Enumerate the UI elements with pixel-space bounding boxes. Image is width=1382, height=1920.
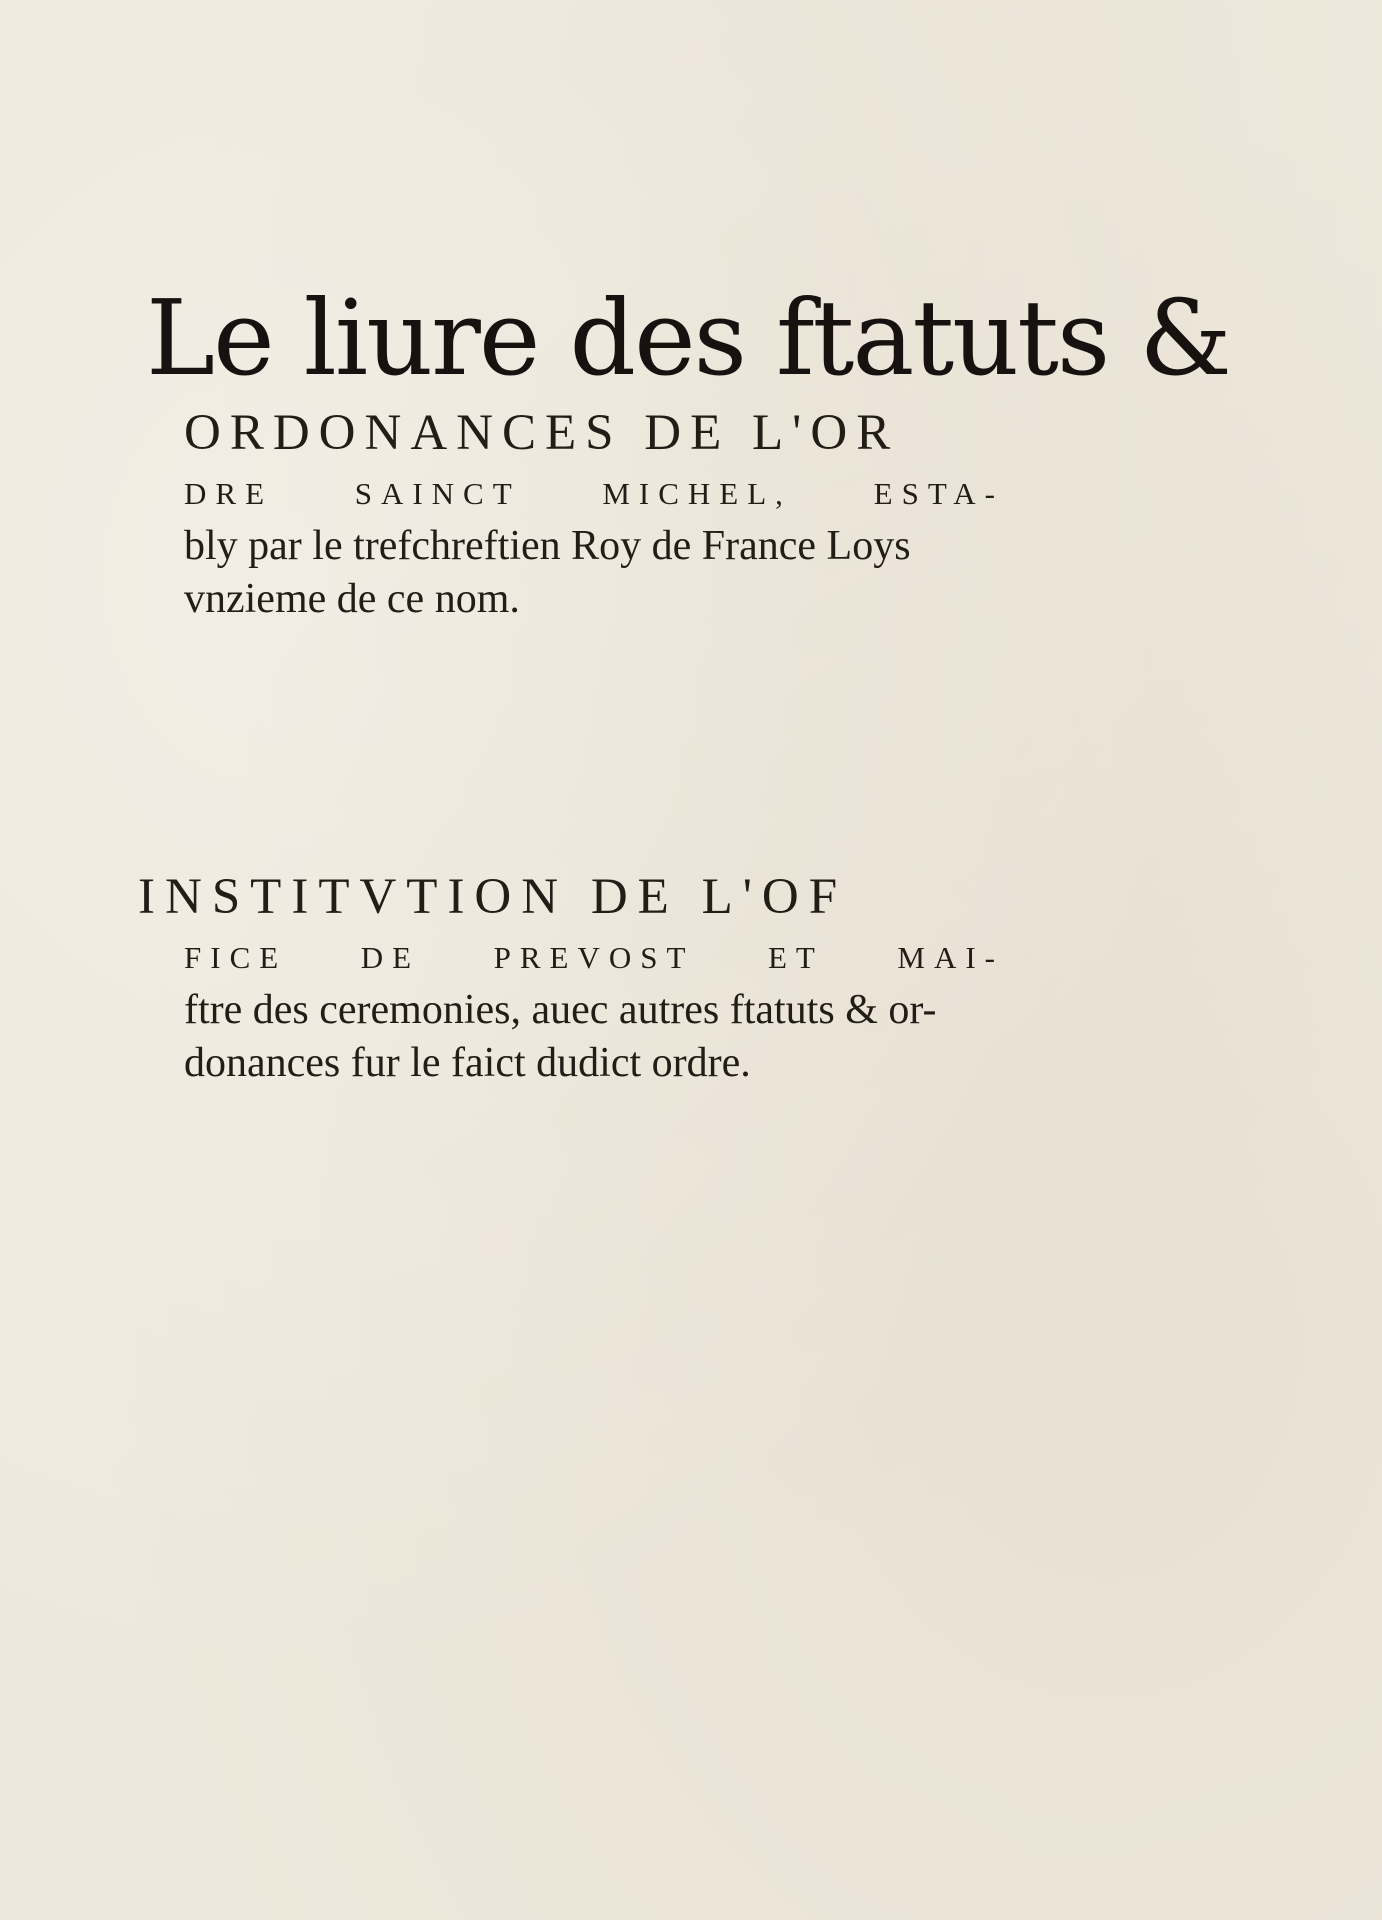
section2-caps-word: FICE (184, 940, 288, 975)
section2-caps-word: MAI- (897, 940, 1004, 975)
section2-body-line2: donances fur le faict dudict ordre. (184, 1039, 751, 1086)
section1-body-line2: vnzieme de ce nom. (184, 575, 520, 622)
section1-caps-line2 (184, 476, 1004, 512)
section1-caps-word: MICHEL, (602, 476, 792, 511)
section1-caps-word: DRE (184, 476, 273, 511)
section2-caps-line2 (184, 940, 1004, 976)
section1-body (146, 404, 1004, 625)
section2-caps-word: PREVOST (493, 940, 695, 975)
section1-caps-word: ESTA- (873, 476, 1004, 511)
section2 (138, 868, 1004, 1089)
section1-caps-line1: ORDONANCES DE L'OR (184, 405, 900, 461)
section2-body (146, 940, 1004, 1089)
section1-body-line1: bly par le trefchreftien Roy de France Loys (184, 523, 911, 569)
section2-caps-text: INSTITVTION DE L'OF (138, 869, 848, 925)
page-title: Le liure des ftatuts & (146, 277, 1230, 399)
section2-caps-word: ET (767, 940, 824, 975)
section2-caps-word: DE (360, 940, 421, 975)
section2-body-line1: ftre des ceremonies, auec autres ftatuts & or- (184, 987, 937, 1033)
section1-caps-word: SAINCT (354, 476, 521, 511)
section2-caps-line1 (138, 868, 986, 926)
title-section (146, 277, 1230, 625)
